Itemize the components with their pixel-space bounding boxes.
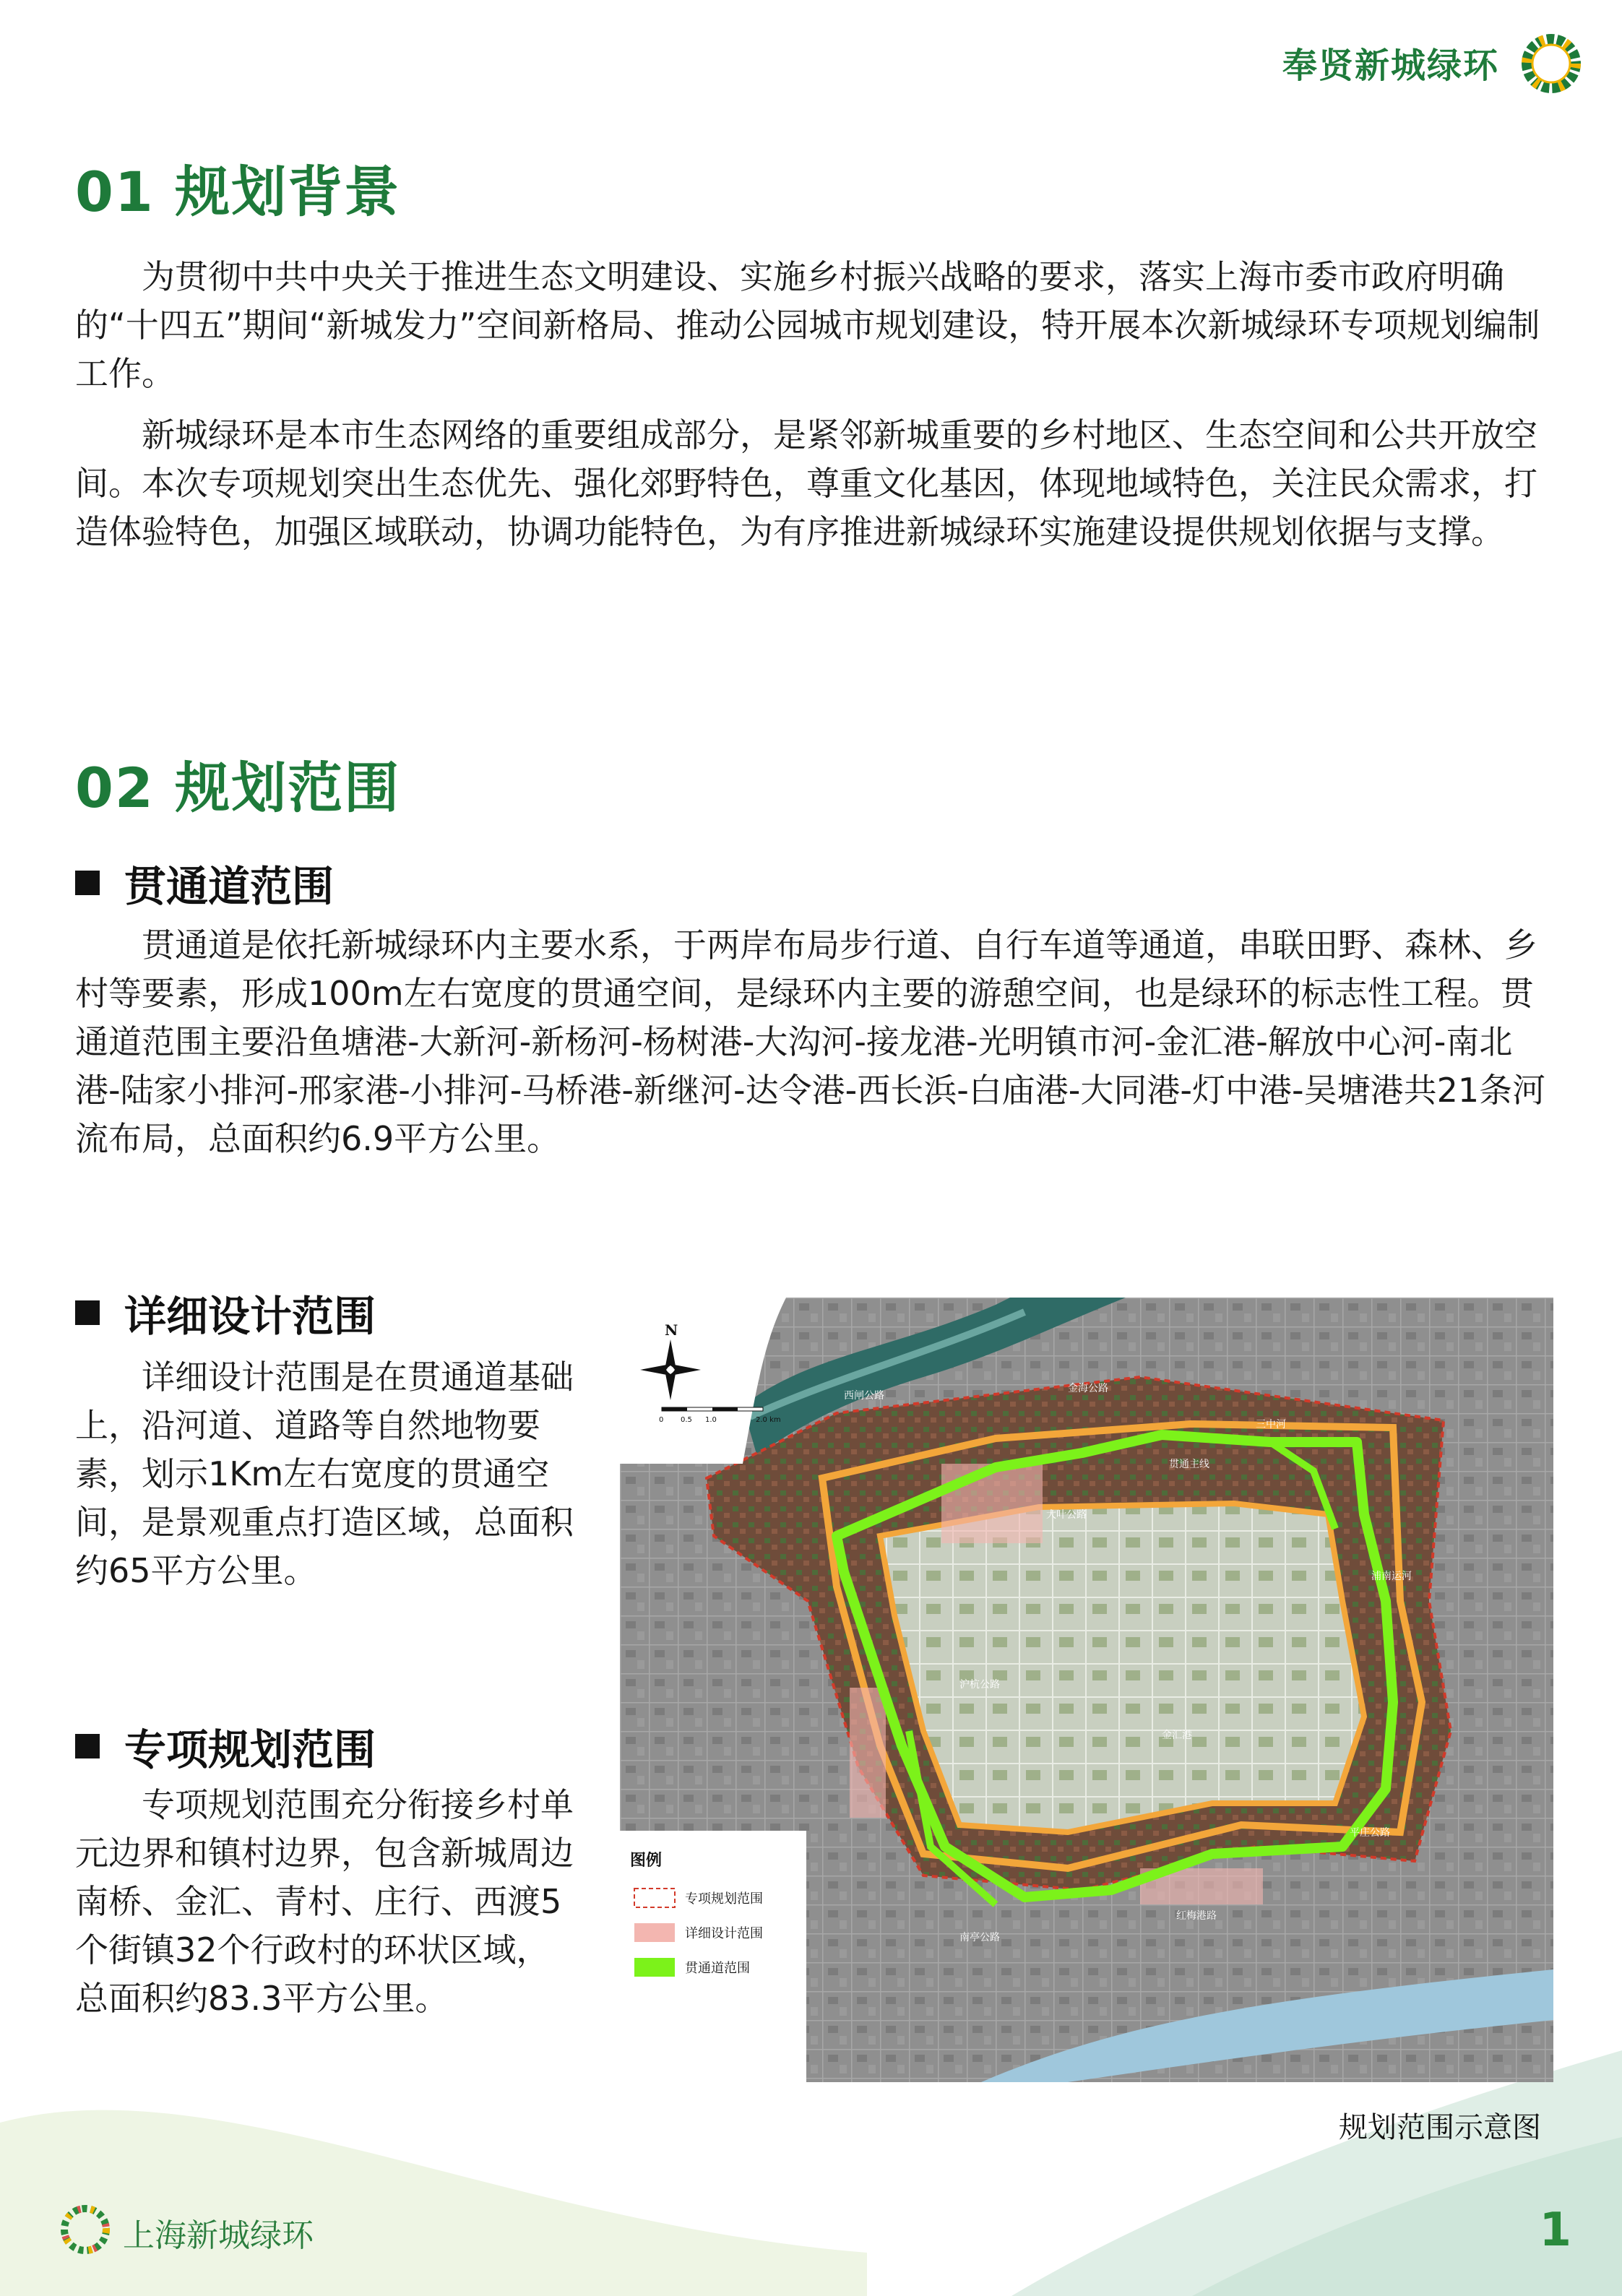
bullet-square-icon (75, 1300, 100, 1325)
map-label: 西闸公路 (844, 1390, 884, 1402)
svg-text:2.0 km: 2.0 km (756, 1416, 781, 1424)
section-heading-background: 01 规划背景 (75, 160, 401, 224)
bullet-square-icon (75, 871, 100, 895)
paragraph: 详细设计范围是在贯通道基础上，沿河道、道路等自然地物要素，划示1Km左右宽度的贯通空间，是景观重点打造区域，总面积约65平方公里。 (75, 1358, 574, 1590)
map-label: 南亭公路 (959, 1932, 1000, 1943)
subheading-text: 详细设计范围 (124, 1292, 376, 1341)
detailed-design-text (75, 1353, 581, 1595)
background-text (75, 253, 1556, 556)
subheading-text: 贯通道范围 (124, 862, 335, 911)
svg-text:1.0: 1.0 (705, 1416, 717, 1424)
legend-label: 专项规划范围 (685, 1891, 763, 1907)
bullet-square-icon (75, 1734, 100, 1758)
map-label: 大叶公路 (1046, 1509, 1087, 1521)
legend-swatch-corridor (634, 1958, 675, 1977)
section-heading-scope: 02 规划范围 (75, 756, 401, 820)
paragraph: 新城绿环是本市生态网络的重要组成部分，是紧邻新城重要的乡村地区、生态空间和公共开放空间。本次专项规划突出生态优先、强化郊野特色，尊重文化基因，体现地域特色，关注民众需求，打造体验特色，加强区域联动，协调功能特色，为有序推进新城绿环实施建设提供规划依据与支撑。 (75, 415, 1537, 551)
map-label: 三中河 (1256, 1419, 1286, 1430)
map-label: 沪杭公路 (959, 1679, 1000, 1691)
paragraph: 为贯彻中共中央关于推进生态文明建设、实施乡村振兴战略的要求，落实上海市委市政府明确的“十四五”期间“新城发力”空间新格局、推动公园城市规划建设，特开展本次新城绿环专项规划编制工作。 (75, 257, 1540, 393)
map-caption: 规划范围示意图 (1339, 2111, 1541, 2144)
corridor-text (75, 921, 1556, 1163)
subheading-detailed-design (75, 1282, 376, 1343)
subheading-text: 专项规划范围 (124, 1725, 376, 1774)
svg-text:0.5: 0.5 (681, 1416, 692, 1424)
map-label: 金汇港 (1162, 1730, 1192, 1741)
header-title: 奉贤新城绿环 (1282, 46, 1499, 86)
svg-text:N: N (665, 1321, 678, 1339)
paragraph: 专项规划范围充分衔接乡村单元边界和镇村边界，包含新城周边南桥、金汇、青村、庄行、西渡5个街镇32个行政村的环状区域，总面积约83.3平方公里。 (75, 1785, 574, 2018)
map-label: 浦南运河 (1371, 1571, 1412, 1582)
map-label: 金海公路 (1068, 1383, 1108, 1394)
map-label: 红梅港路 (1176, 1910, 1217, 1922)
svg-text:0: 0 (659, 1416, 664, 1424)
map-label: 平庄公路 (1350, 1827, 1390, 1839)
green-ring-logo-icon (1520, 33, 1582, 95)
subheading-special-plan (75, 1716, 376, 1777)
paragraph: 贯通道是依托新城绿环内主要水系，于两岸布局步行道、自行车道等通道，串联田野、森林、乡村等要素，形成100m左右宽度的贯通空间，是绿环内主要的游憩空间，也是绿环的标志性工程。贯通道范围主要沿鱼塘港-大新河-新杨河-杨树港-大沟河-接龙港-光明镇市河-金汇港-解放中心河-南北港-陆家小排河-邢家港-小排河-马桥港-新继河-达令港-西长浜-白庙港-大同港-灯中港-吴塘港共21条河流布局，总面积约6.9平方公里。 (75, 925, 1546, 1158)
page-number: 1 (1539, 2204, 1571, 2257)
legend-label: 详细设计范围 (685, 1926, 763, 1941)
brand-ring-logo-icon (58, 2202, 113, 2257)
legend-label: 贯通道范围 (685, 1961, 750, 1976)
planning-scope-map (620, 1298, 1553, 2082)
subheading-corridor (75, 853, 334, 913)
map-legend (620, 1831, 806, 2082)
map-label: 贯通主线 (1169, 1459, 1209, 1470)
svg-text:图例: 图例 (630, 1852, 663, 1870)
legend-swatch-detailed (634, 1923, 675, 1942)
footer-brand: 上海新城绿环 (123, 2217, 314, 2254)
special-plan-text (75, 1781, 581, 2023)
